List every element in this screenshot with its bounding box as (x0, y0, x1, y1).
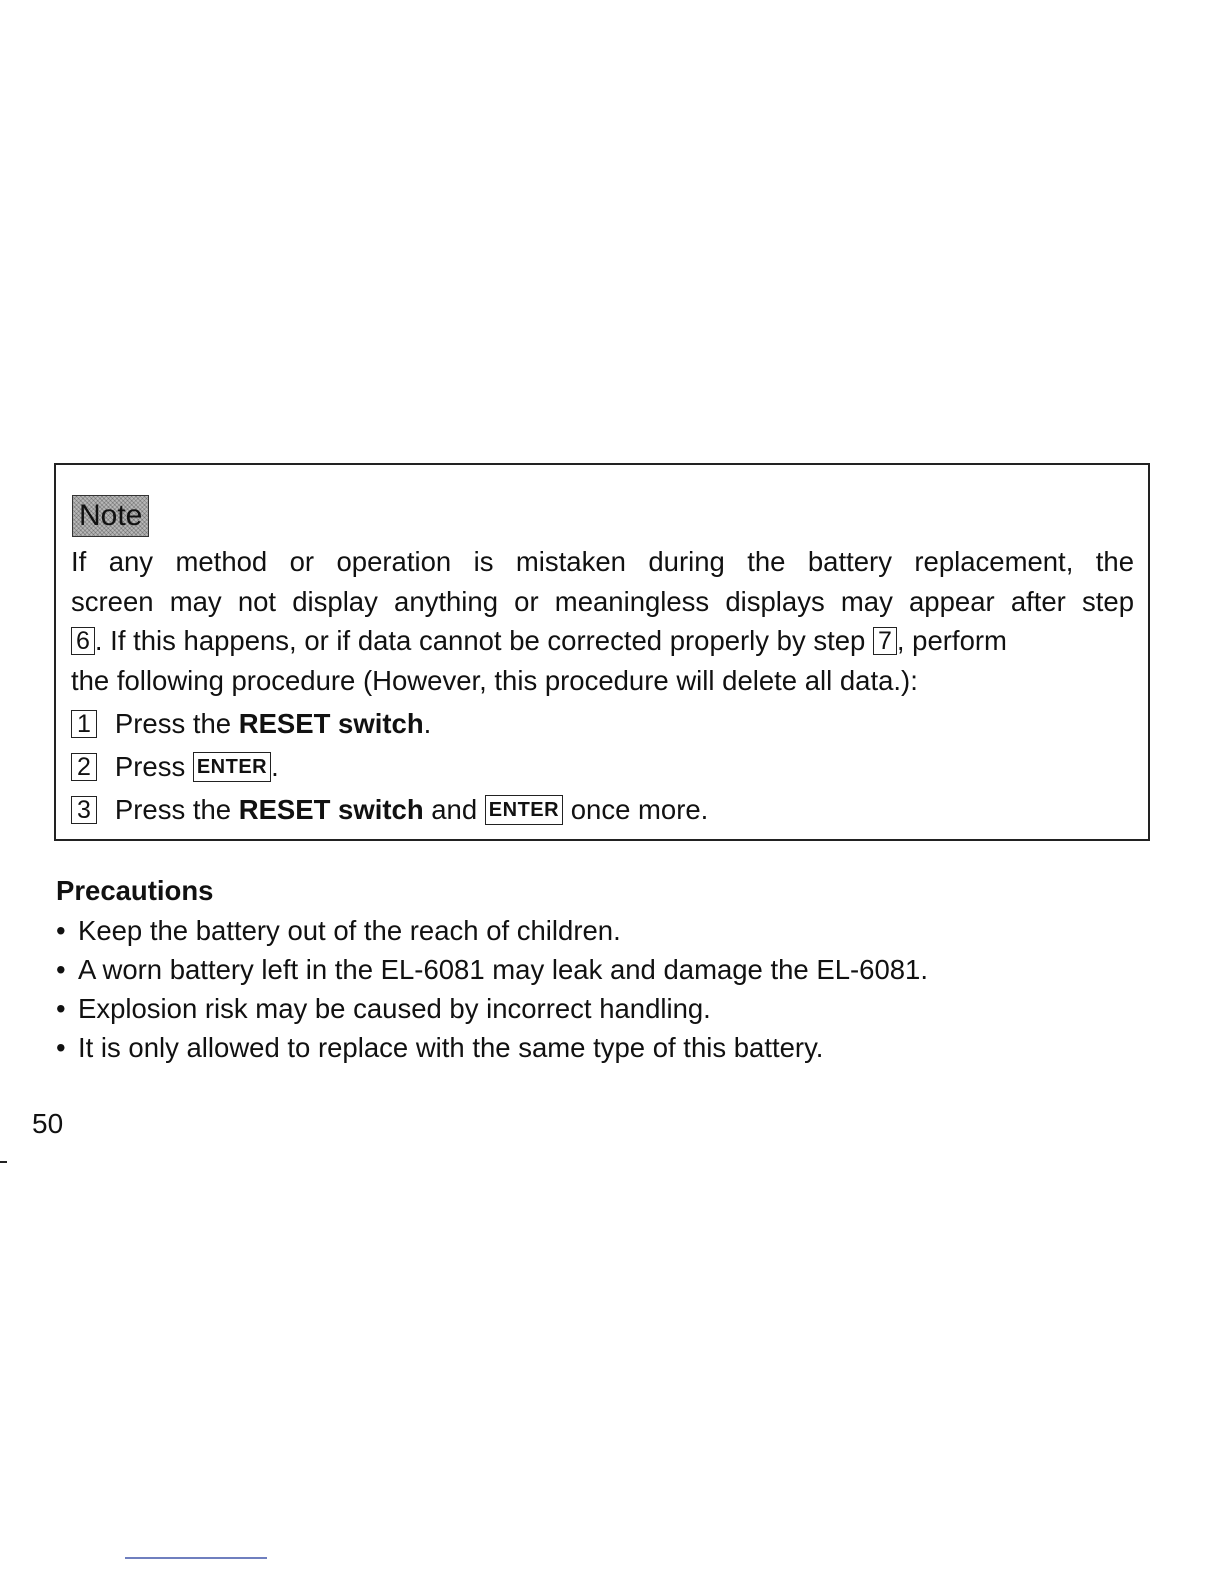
step-2-text: Press (114, 751, 193, 782)
bullet-icon: • (56, 915, 66, 946)
step-2-end: . (271, 751, 279, 782)
note-label: Note (72, 495, 149, 537)
precaution-text: It is only allowed to replace with the same type of this battery. (78, 1032, 824, 1063)
note-paragraph-line-1: If any method or operation is mistaken during the battery replacement, the (71, 546, 1134, 577)
step-1-text: Press the (114, 708, 239, 739)
bullet-icon: • (56, 954, 66, 985)
step-number-2: 2 (71, 753, 97, 781)
enter-key-icon: ENTER (485, 795, 563, 825)
step-number-3: 3 (71, 796, 97, 824)
note-paragraph-line-3-text: . If this happens, or if data cannot be corrected properly by step (94, 625, 873, 656)
note-box (54, 463, 1150, 841)
note-paragraph-line-3 (71, 621, 1134, 661)
step-3-mid: and (423, 794, 485, 825)
list-item (56, 950, 928, 990)
note-paragraph-line-2: screen may not display anything or meaningless displays may appear after step (71, 586, 1134, 617)
enter-key-icon: ENTER (193, 752, 271, 782)
step-reference-6: 6 (71, 627, 95, 655)
step-3-text: Press the (114, 794, 239, 825)
step-3 (71, 790, 708, 830)
step-1-end: . (423, 708, 432, 739)
page-number: 50 (32, 1108, 64, 1139)
note-paragraph-line-3-end: , perform (896, 625, 1007, 656)
step-1 (71, 704, 431, 744)
step-2 (71, 747, 279, 787)
step-reference-7: 7 (873, 627, 897, 655)
bottom-rule (125, 1557, 267, 1559)
list-item (56, 989, 711, 1029)
bullet-icon: • (56, 1032, 66, 1063)
note-paragraph-line-4: the following procedure (However, this procedure will delete all data.): (71, 665, 918, 696)
precaution-text: Explosion risk may be caused by incorrect handling. (78, 993, 711, 1024)
list-item (56, 911, 621, 951)
step-number-1: 1 (71, 710, 97, 738)
reset-switch-label: RESET switch (238, 794, 424, 825)
precautions-heading: Precautions (56, 875, 214, 906)
step-3-end: once more. (563, 794, 709, 825)
precaution-text: A worn battery left in the EL-6081 may leak and damage the EL-6081. (78, 954, 928, 985)
reset-switch-label: RESET switch (238, 708, 424, 739)
list-item (56, 1028, 823, 1068)
bullet-icon: • (56, 993, 66, 1024)
margin-tick-mark (0, 1161, 7, 1163)
precaution-text: Keep the battery out of the reach of children. (78, 915, 621, 946)
